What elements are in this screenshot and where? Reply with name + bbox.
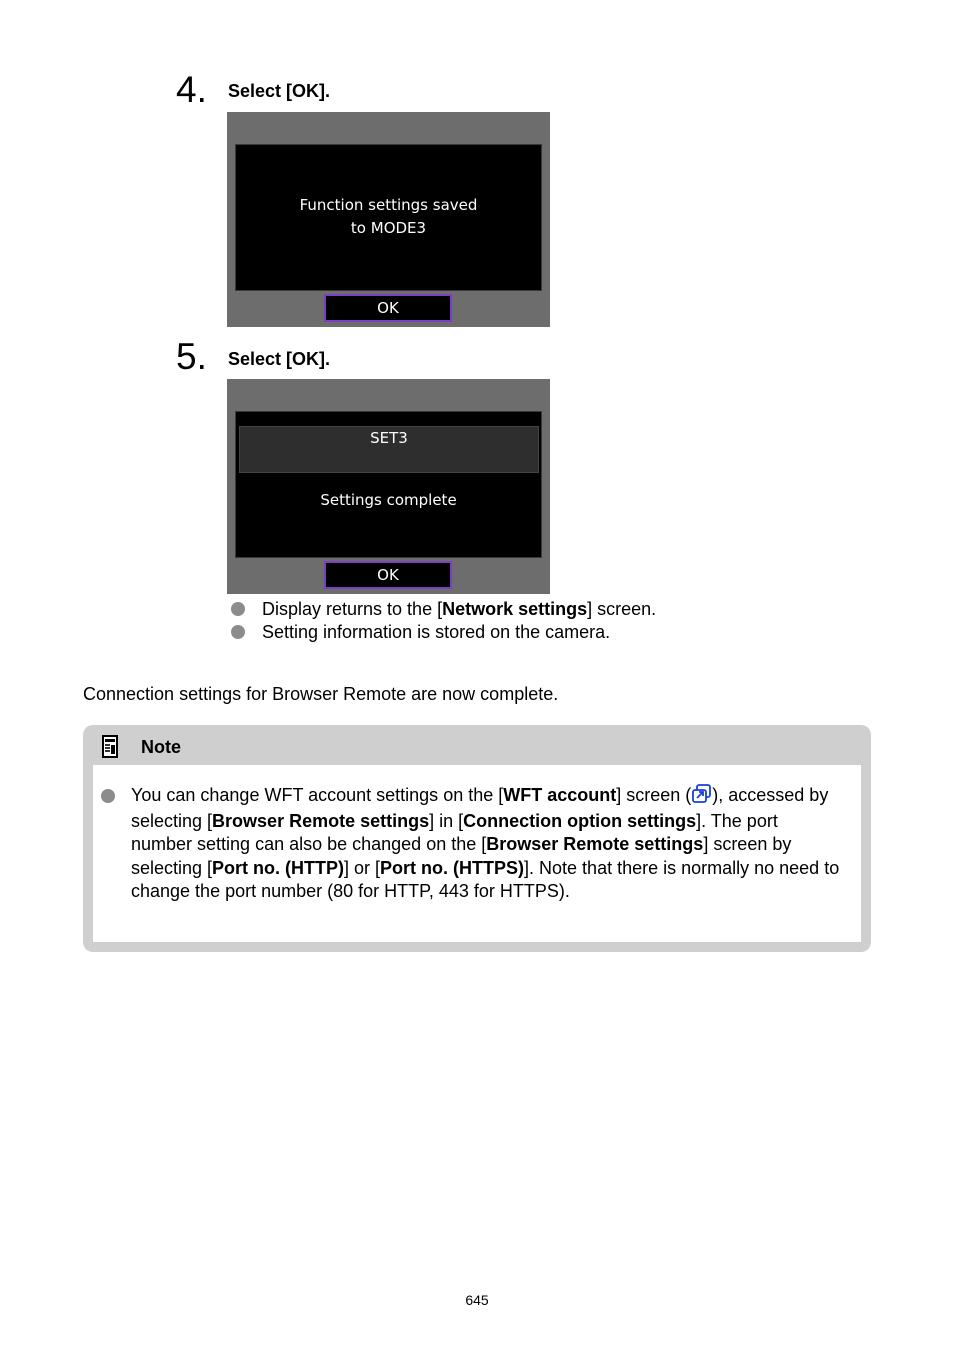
step-instruction: Select [OK]. [228,349,331,369]
camera-message: Settings complete [320,491,457,509]
bullet-item: Display returns to the [Network settings] screen. [262,599,657,619]
bullet-dot [231,602,245,616]
bullet-item: Setting information is stored on the camera. [262,622,611,642]
camera-ok-button[interactable]: OK [324,294,452,322]
camera-message-panel [235,144,542,291]
bullet-dot [231,625,245,639]
camera-title-bar [239,426,539,473]
link-page-icon[interactable] [691,784,712,810]
note-content [93,765,861,942]
bullet-dot [101,789,115,803]
summary-text: Connection settings for Browser Remote are now complete. [83,684,559,704]
camera-screen-complete [227,379,550,594]
camera-message-line-1: Function settings saved [299,196,478,214]
camera-message-panel [235,411,542,558]
camera-ok-button[interactable]: OK [324,561,452,589]
note-box [83,725,871,952]
step-number: 4. [176,69,207,110]
note-title: Note [141,737,181,757]
camera-title: SET3 [370,429,408,447]
note-paragraph: You can change WFT account settings on the [WFT account] screen ( ), accessed by selecting [Browser Remote settings] in [Connection option settings]. The port number setting can also be changed on the [Browser Remote settings] screen by selecting [Port no. (HTTP)] or [Port no. (HTTPS)]. Note that there is normally no need to change the port number (80 for HTTP, 443 for HTTPS). [131,785,840,901]
camera-message-line-2: to MODE3 [350,219,427,237]
step-number: 5. [176,336,207,377]
note-icon [100,735,120,764]
step-instruction: Select [OK]. [228,81,331,101]
camera-screen-saved [227,112,550,327]
page-number: 645 [465,1292,489,1308]
